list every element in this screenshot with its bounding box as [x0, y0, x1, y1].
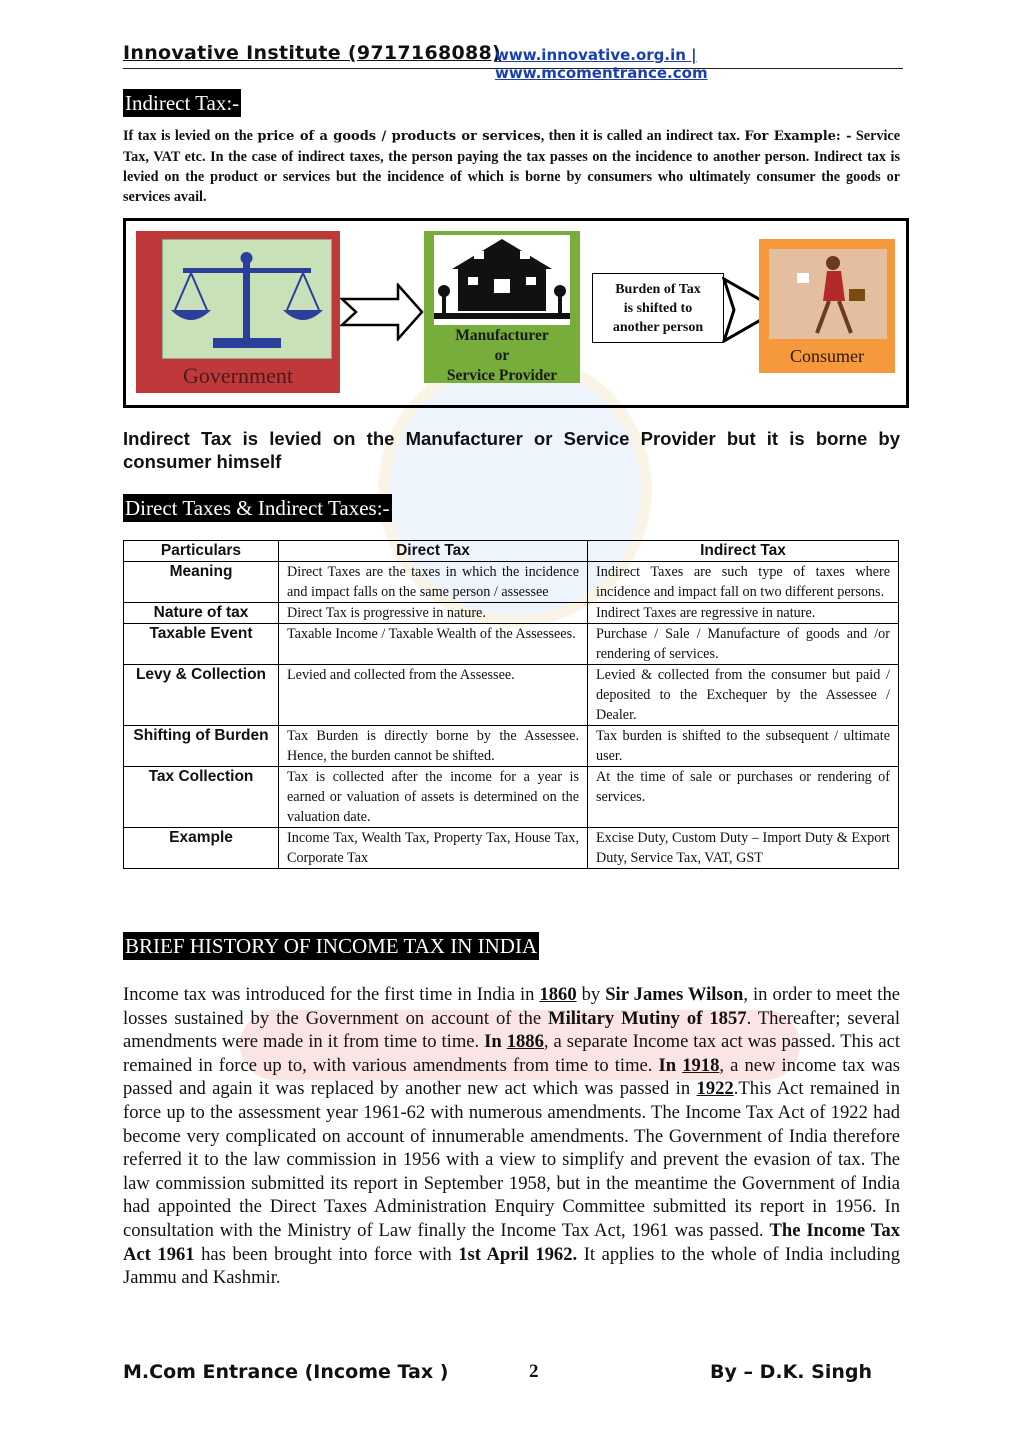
history-year: 1918 — [682, 1054, 720, 1076]
row-label: Example — [124, 828, 279, 869]
manufacturer-line: Manufacturer — [455, 327, 549, 344]
direct-cell: Tax is collected after the income for a year is earned or valuation of assets is determined on the valuation date. — [279, 767, 588, 828]
manufacturer-box — [424, 231, 580, 383]
column-header: Indirect Tax — [588, 541, 899, 562]
table-row — [124, 603, 899, 624]
para-text: , then it is called an indirect tax. — [540, 128, 745, 144]
burden-note — [592, 273, 724, 343]
column-header: Particulars — [124, 541, 279, 562]
indirect-cell: At the time of sale or purchases or rendering of services. — [588, 767, 899, 828]
row-label: Tax Collection — [124, 767, 279, 828]
table-row — [124, 624, 899, 665]
indirect-cell: Tax burden is shifted to the subsequent / ultimate user. — [588, 726, 899, 767]
row-label: Levy & Collection — [124, 665, 279, 726]
history-text: .This Act remained in force up to the assessment year 1961-62 with numerous amendments. The Income Tax Act of 1922 had become very complicated on account of innumerable amendments. The Government of India therefore referred it to the law commission in 1956 with a view to simplify and prevent the evasion of tax. The law commission submitted its report in September 1958, but in the meantime the Government of India had appointed the Direct Taxes Administration Enquiry Committee submitted its report in 1956. In consultation with the Ministry of Law finally the Income Tax Act, 1961 was passed. — [123, 1078, 900, 1241]
burden-line: Burden of Tax — [615, 282, 701, 297]
indirect-cell: Levied & collected from the consumer but paid / deposited to the Exchequer by the Assessee / Dealer. — [588, 665, 899, 726]
indirect-cell: Indirect Taxes are regressive in nature. — [588, 603, 899, 624]
history-text: , in order to meet the losses sustained by the Government on account of the — [123, 984, 900, 1029]
table-row — [124, 562, 899, 603]
indirect-cell: Purchase / Sale / Manufacture of goods and /or rendering of services. — [588, 624, 899, 665]
column-header: Direct Tax — [279, 541, 588, 562]
arrow-right-icon — [340, 283, 424, 341]
history-emphasis: 1st April 1962. — [458, 1243, 578, 1265]
table-row — [124, 665, 899, 726]
comparison-heading: Direct Taxes & Indirect Taxes:- — [125, 496, 390, 520]
indirect-tax-paragraph — [123, 126, 900, 207]
history-emphasis: In — [484, 1031, 507, 1053]
website-links[interactable]: www.innovative.org.in | www.mcomentrance.com — [495, 46, 708, 82]
indirect-tax-heading: Indirect Tax:- — [125, 91, 240, 115]
consumer-label: Consumer — [790, 346, 864, 366]
government-label: Government — [183, 363, 293, 388]
burden-line: is shifted to — [623, 301, 693, 316]
comparison-table — [123, 540, 899, 869]
history-emphasis: The Income Tax Act 1961 — [123, 1219, 901, 1265]
consumer-box — [759, 239, 895, 373]
history-paragraph — [123, 983, 900, 1290]
history-text: Income tax was introduced for the first time in India in — [123, 984, 540, 1005]
scales-icon — [162, 239, 332, 359]
flow-caption: Indirect Tax is levied on the Manufacturer or Service Provider but it is borne by consumer himself — [123, 428, 900, 472]
manufacturer-label — [424, 326, 580, 386]
indirect-cell: Indirect Taxes are such type of taxes where incidence and impact fall on two different persons. — [588, 562, 899, 603]
indirect-cell: Excise Duty, Custom Duty – Import Duty & Export Duty, Service Tax, VAT, GST — [588, 828, 899, 869]
direct-cell: Income Tax, Wealth Tax, Property Tax, House Tax, Corporate Tax — [279, 828, 588, 869]
para-text: If tax is levied on the — [123, 128, 258, 144]
table-row — [124, 726, 899, 767]
history-text: It applies to the whole of India including Jammu and Kashmir. — [123, 1243, 900, 1289]
page-header — [123, 42, 903, 82]
table-row — [124, 767, 899, 828]
row-label: Shifting of Burden — [124, 726, 279, 767]
direct-cell: Direct Taxes are the taxes in which the incidence and impact falls on the same person / assessee — [279, 562, 588, 603]
row-label: Meaning — [124, 562, 279, 603]
factory-icon — [434, 235, 570, 325]
row-label: Nature of tax — [124, 603, 279, 624]
history-emphasis: Military Mutiny of 1857 — [548, 1007, 747, 1029]
footer-course: M.Com Entrance (Income Tax ) — [123, 1361, 449, 1383]
direct-cell: Direct Tax is progressive in nature. — [279, 603, 588, 624]
history-year: 1860 — [539, 984, 577, 1005]
burden-line: another person — [612, 320, 704, 335]
institute-name: Innovative Institute (9717168088) — [123, 42, 502, 64]
tax-flow-diagram — [123, 218, 909, 408]
para-text: Service Tax, VAT etc. In the case of indirect taxes, the person paying the tax passes on the incidence to another person. Indirect tax is levied on the product or services but the incidence of which is borne by consumers who ultimately consumer the goods or services avail. — [123, 128, 900, 205]
history-emphasis: Sir James Wilson — [605, 984, 744, 1005]
header-links[interactable] — [495, 46, 903, 82]
para-emphasis: price of a goods / products or services — [257, 129, 541, 144]
history-emphasis: In — [658, 1054, 683, 1076]
table-row — [124, 828, 899, 869]
manufacturer-line: Service Provider — [446, 367, 558, 384]
page-footer — [123, 1361, 883, 1387]
history-text: , a separate Income tax act was passed. This act remained in force up to, with various amendments from time to time. — [123, 1031, 900, 1076]
footer-author: By – D.K. Singh — [710, 1361, 872, 1383]
table-header-row — [124, 541, 899, 562]
government-box — [136, 231, 340, 393]
history-heading: BRIEF HISTORY OF INCOME TAX IN INDIA — [125, 934, 538, 958]
page-number: 2 — [529, 1361, 539, 1382]
history-year: 1922 — [696, 1078, 734, 1100]
consumer-figure-icon — [769, 249, 887, 339]
history-text: has been brought into force with — [194, 1243, 459, 1265]
direct-cell: Levied and collected from the Assessee. — [279, 665, 588, 726]
direct-cell: Tax Burden is directly borne by the Assessee. Hence, the burden cannot be shifted. — [279, 726, 588, 767]
direct-cell: Taxable Income / Taxable Wealth of the Assessees. — [279, 624, 588, 665]
history-text: . Thereafter; several amendments were made in it from time to time. — [123, 1007, 900, 1053]
para-emphasis: For Example: - — [744, 129, 852, 144]
manufacturer-line: or — [494, 347, 510, 364]
history-text: by — [576, 984, 606, 1005]
history-year: 1886 — [506, 1031, 544, 1053]
history-text: , a new income tax was passed and again it was replaced by another new act which was passed in — [123, 1054, 900, 1100]
row-label: Taxable Event — [124, 624, 279, 665]
